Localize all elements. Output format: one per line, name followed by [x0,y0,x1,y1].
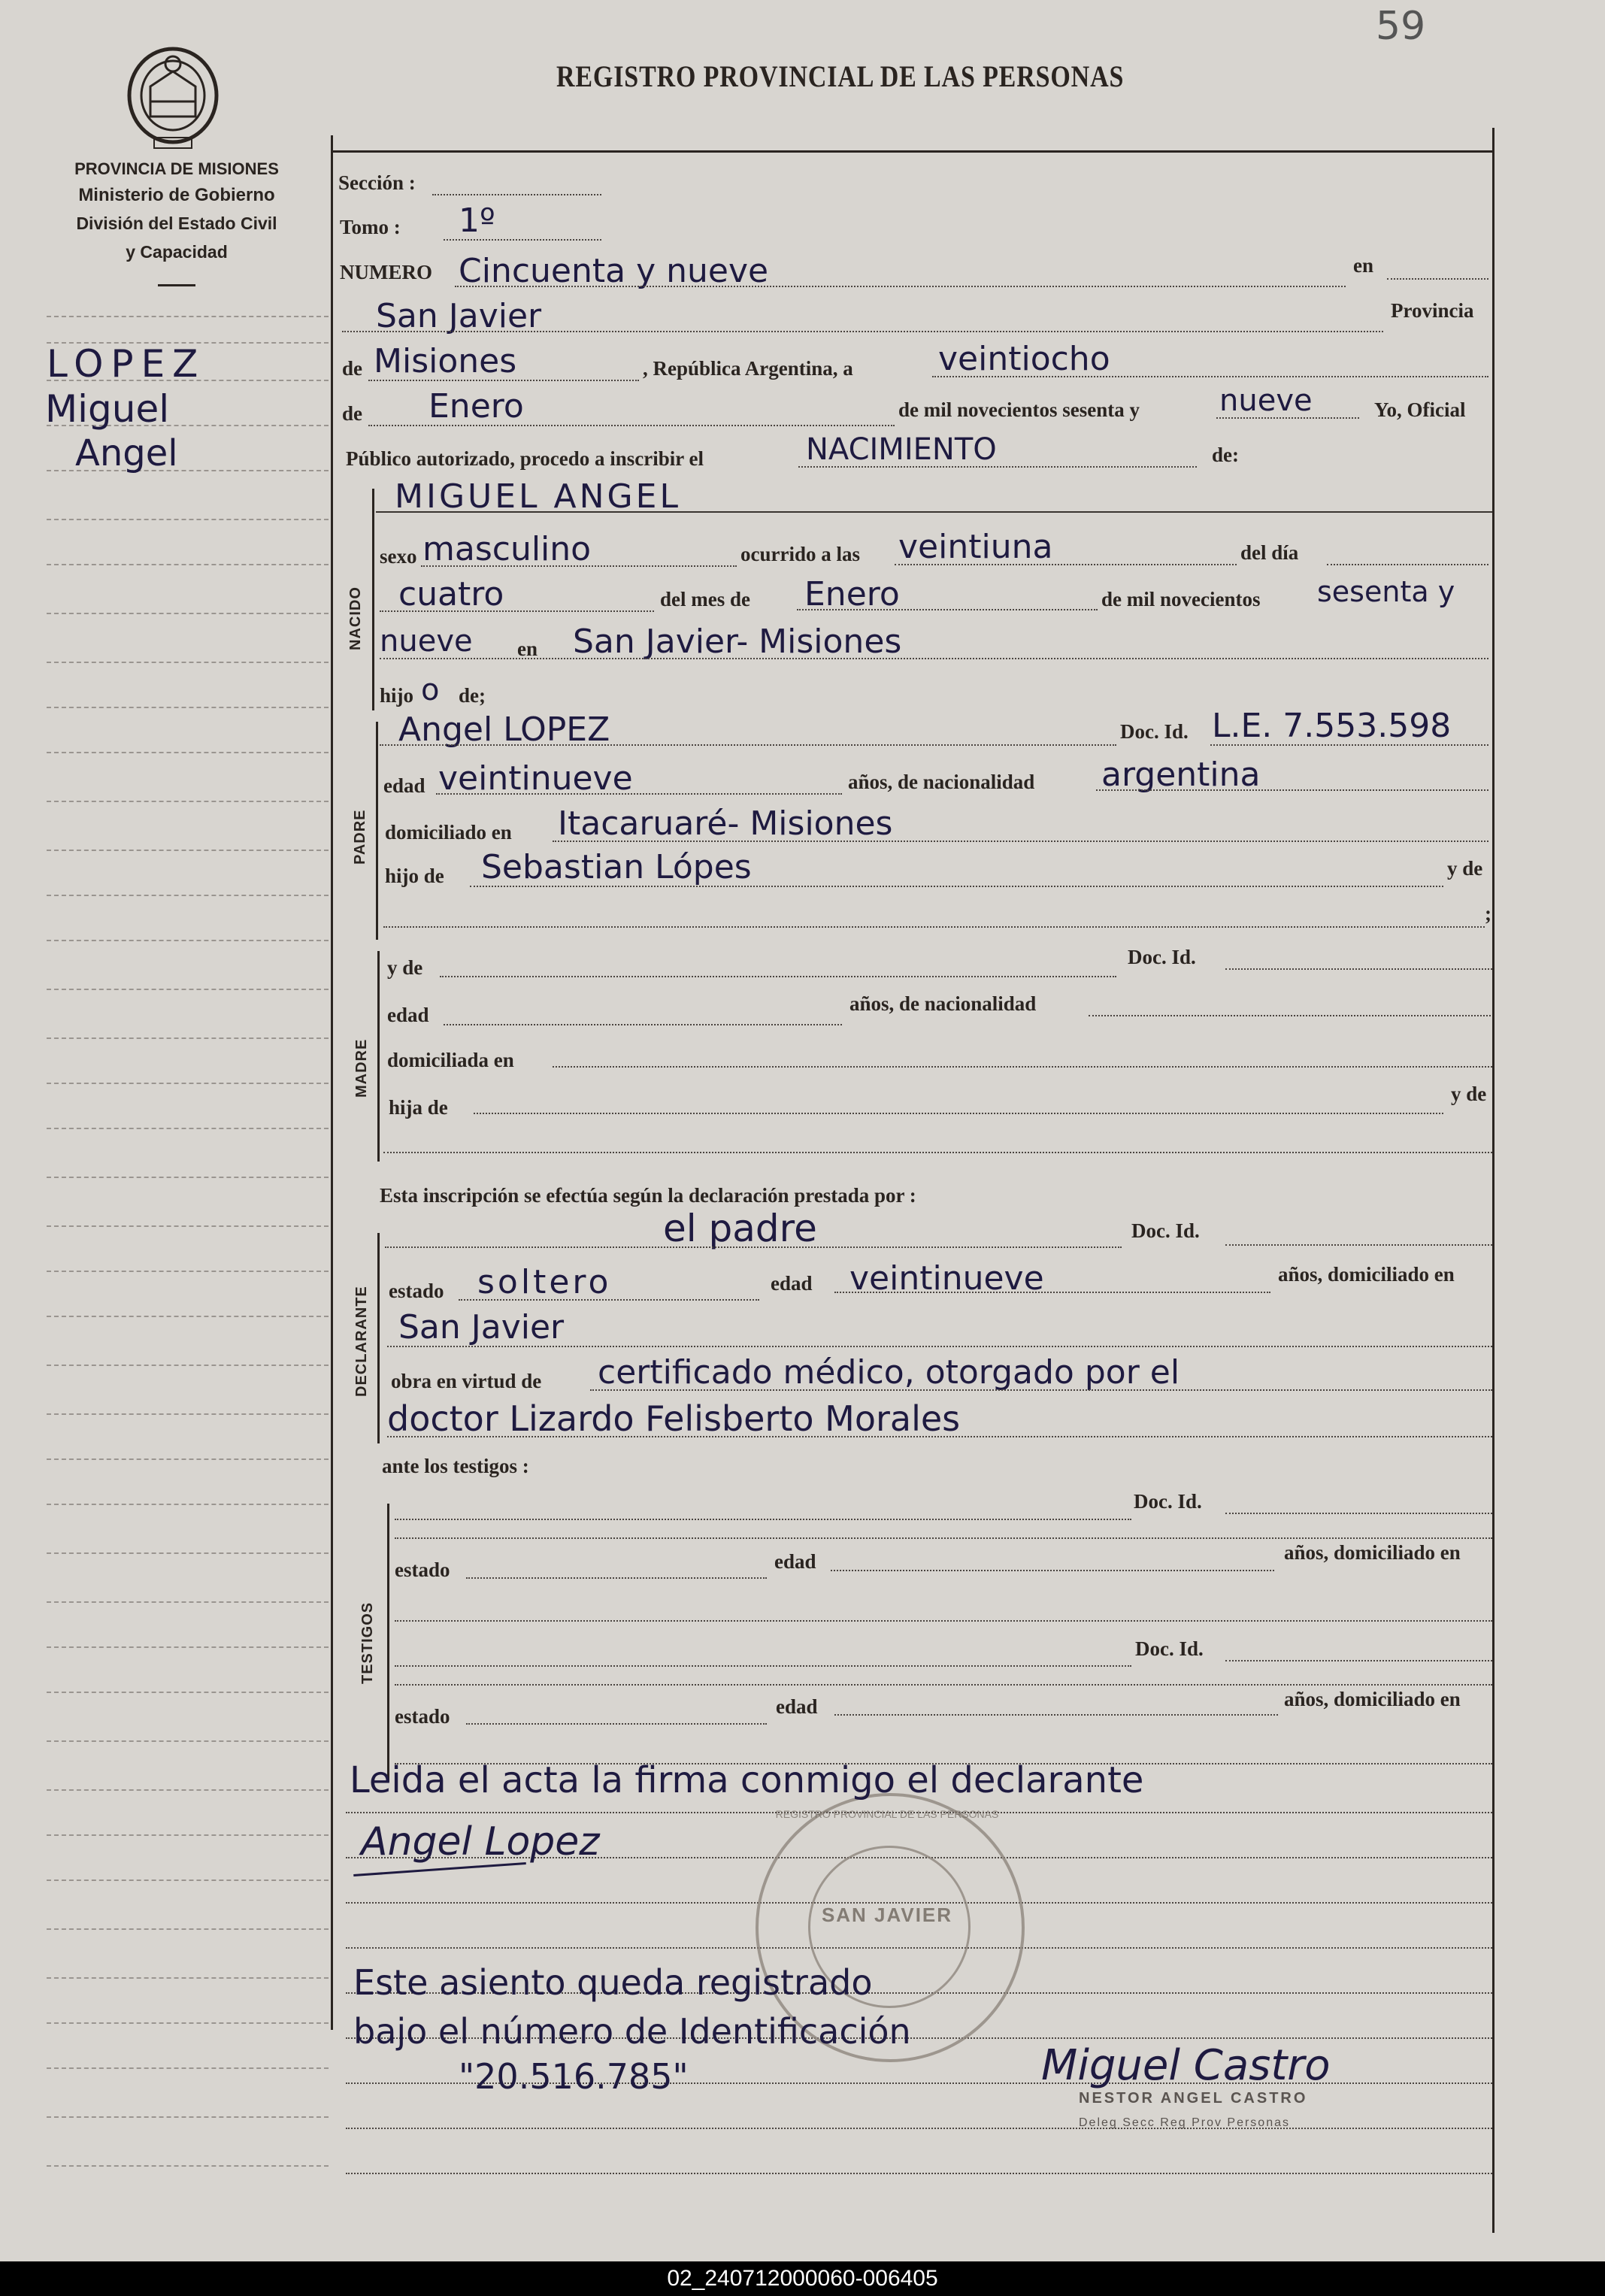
field-hijo-o: o [421,673,440,707]
section-padre: PADRE [352,809,368,865]
label-seccion: Sección : [338,171,416,194]
note-leida: Leida el acta la firma conmigo el declarante [350,1759,1144,1801]
page-number: 59 [1376,4,1426,49]
form-left-border [331,135,333,2030]
field-decl-dom: San Javier [398,1308,565,1346]
field-padre-nombre: Angel LOPEZ [398,710,610,749]
field-padre-edad: veintinueve [438,759,633,798]
signature-oficial: Miguel Castro [1041,2041,1331,2090]
label-hija-de-madre: hija de [389,1096,448,1119]
note-asiento-3: "20.516.785" [459,2056,689,2097]
label-provincia: Provincia [1391,299,1474,322]
field-fecha-mes: Enero [429,387,524,426]
signature-declarante: Angel Lopez [361,1819,600,1864]
field-hora: veintiuna [898,528,1053,566]
label-publico: Público autorizado, procedo a inscribir el [346,447,704,470]
label-edad-declarante: edad [771,1272,813,1295]
office-line-3: División del Estado Civil [76,214,277,233]
note-asiento-2: bajo el número de Identificación [353,2011,911,2052]
label-del-dia: del día [1240,541,1299,564]
label-yo-oficial: Yo, Oficial [1374,398,1466,421]
label-doc-id-declarante: Doc. Id. [1131,1219,1200,1242]
field-mes: Enero [804,575,900,613]
label-de-semicolon: de; [459,684,486,707]
label-del-mes: del mes de [660,588,750,610]
label-edad-madre: edad [387,1004,429,1026]
section-declarante: DECLARANTE [353,1286,370,1397]
form-top-border [331,150,1492,153]
field-lugar: San Javier- Misiones [573,622,902,661]
label-de-colon: de: [1212,444,1239,466]
field-obra-2: doctor Lizardo Felisberto Morales [387,1398,961,1439]
label-de-2: de [342,402,362,425]
section-nacido: NACIDO [347,586,364,650]
label-en: en [517,638,538,660]
office-line-2: Ministerio de Gobierno [78,185,275,205]
form-right-border [1492,128,1494,2233]
field-padre-dom: Itacaruaré- Misiones [558,804,893,843]
margin-surname: LOPEZ [47,342,206,386]
office-line-4: y Capacidad [126,242,228,262]
label-anos-nac-madre: años, de nacionalidad [849,992,1037,1015]
section-madre: MADRE [353,1038,370,1098]
stamp-text: SAN JAVIER [821,1904,953,1926]
label-doc-id-testigo-2: Doc. Id. [1135,1637,1204,1660]
office-line-1: PROVINCIA DE MISIONES [74,159,279,178]
oficial-printed-title: Deleg Secc Reg Prov Personas [1079,2116,1290,2129]
coat-of-arms-icon [120,41,226,154]
field-provincia: Misiones [374,342,517,380]
label-sexo: sexo [380,545,417,568]
label-edad-testigo-1: edad [774,1550,816,1573]
office-divider [158,284,195,286]
label-estado-testigo-2: estado [395,1705,450,1728]
field-anio-2: nueve [380,624,473,659]
stamp-rim: REGISTRO PROVINCIAL DE LAS PERSONAS [775,1808,999,1820]
field-obra-1: certificado médico, otorgado por el [598,1353,1180,1392]
label-de: de [342,357,362,380]
label-y-de-madre: y de [387,956,423,979]
label-domiciliado-padre: domiciliado en [385,821,512,844]
label-numero: NUMERO [340,261,432,283]
label-de-mil: de mil novecientos sesenta y [898,398,1140,421]
field-decl-estado: soltero [477,1263,612,1301]
field-sexo: masculino [422,530,592,568]
field-padre-nac: argentina [1101,756,1261,794]
oficial-printed-name: NESTOR ANGEL CASTRO [1079,2090,1308,2107]
field-tomo: 1º [459,201,495,240]
field-dia: cuatro [398,575,504,613]
label-republica: , República Argentina, a [643,357,853,380]
label-hijo: hijo [380,684,414,707]
field-acto: NACIMIENTO [806,432,997,467]
label-estado-testigo-1: estado [395,1558,450,1581]
field-anio-1: sesenta y [1317,575,1455,608]
field-numero: Cincuenta y nueve [459,252,769,290]
label-doc-id-testigo-1: Doc. Id. [1134,1490,1202,1513]
label-domiciliada-madre: domiciliada en [387,1049,514,1071]
scan-id-label: 02_240712000060-006405 [0,2261,1605,2296]
field-padre-doc: L.E. 7.553.598 [1212,707,1452,745]
field-fecha-anio: nueve [1219,383,1313,418]
note-asiento-1: Este asiento queda registrado [353,1962,873,2003]
label-de-mil-2: de mil novecientos [1101,588,1261,610]
label-ocurrido: ocurrido a las [740,543,860,565]
label-semicolon: ; [1485,902,1491,925]
label-edad-testigo-2: edad [776,1695,818,1718]
margin-given-2: Angel [75,432,178,474]
field-fecha-dia: veintiocho [938,340,1110,378]
label-ante-testigos: ante los testigos : [382,1455,529,1477]
label-anos-nac-padre: años, de nacionalidad [848,771,1035,793]
document-title: REGISTRO PROVINCIAL DE LAS PERSONAS [556,59,1125,93]
label-y-de-padre: y de [1447,857,1483,880]
label-edad-padre: edad [383,774,425,797]
nacido-bracket [372,489,374,710]
label-hijo-de-padre: hijo de [385,865,444,887]
label-tomo: Tomo : [340,216,401,238]
field-localidad: San Javier [376,297,542,335]
label-en: en [1353,254,1373,277]
label-estado-declarante: estado [389,1280,444,1302]
field-padre-hijo-de: Sebastian Lópes [481,848,752,886]
label-y-de-madre-2: y de [1451,1083,1487,1105]
section-testigos: TESTIGOS [359,1601,376,1684]
label-anos-dom-testigo-1: años, domiciliado en [1284,1541,1461,1564]
margin-given-1: Miguel [45,387,170,431]
testigos-bracket [387,1504,389,1782]
label-obra: obra en virtud de [391,1370,542,1392]
field-decl-edad: veintinueve [849,1259,1044,1298]
field-declarante: el padre [663,1207,817,1250]
field-nombre: MIGUEL ANGEL [395,477,681,516]
label-anos-dom-testigo-2: años, domiciliado en [1284,1688,1461,1710]
label-inscripcion: Esta inscripción se efectúa según la declaración prestada por : [380,1184,916,1207]
padre-bracket [376,722,378,940]
label-anos-dom-declarante: años, domiciliado en [1278,1263,1455,1286]
label-doc-id-madre: Doc. Id. [1128,946,1196,968]
declarante-bracket [377,1233,380,1443]
madre-bracket [377,951,380,1162]
label-doc-id-padre: Doc. Id. [1120,720,1189,743]
